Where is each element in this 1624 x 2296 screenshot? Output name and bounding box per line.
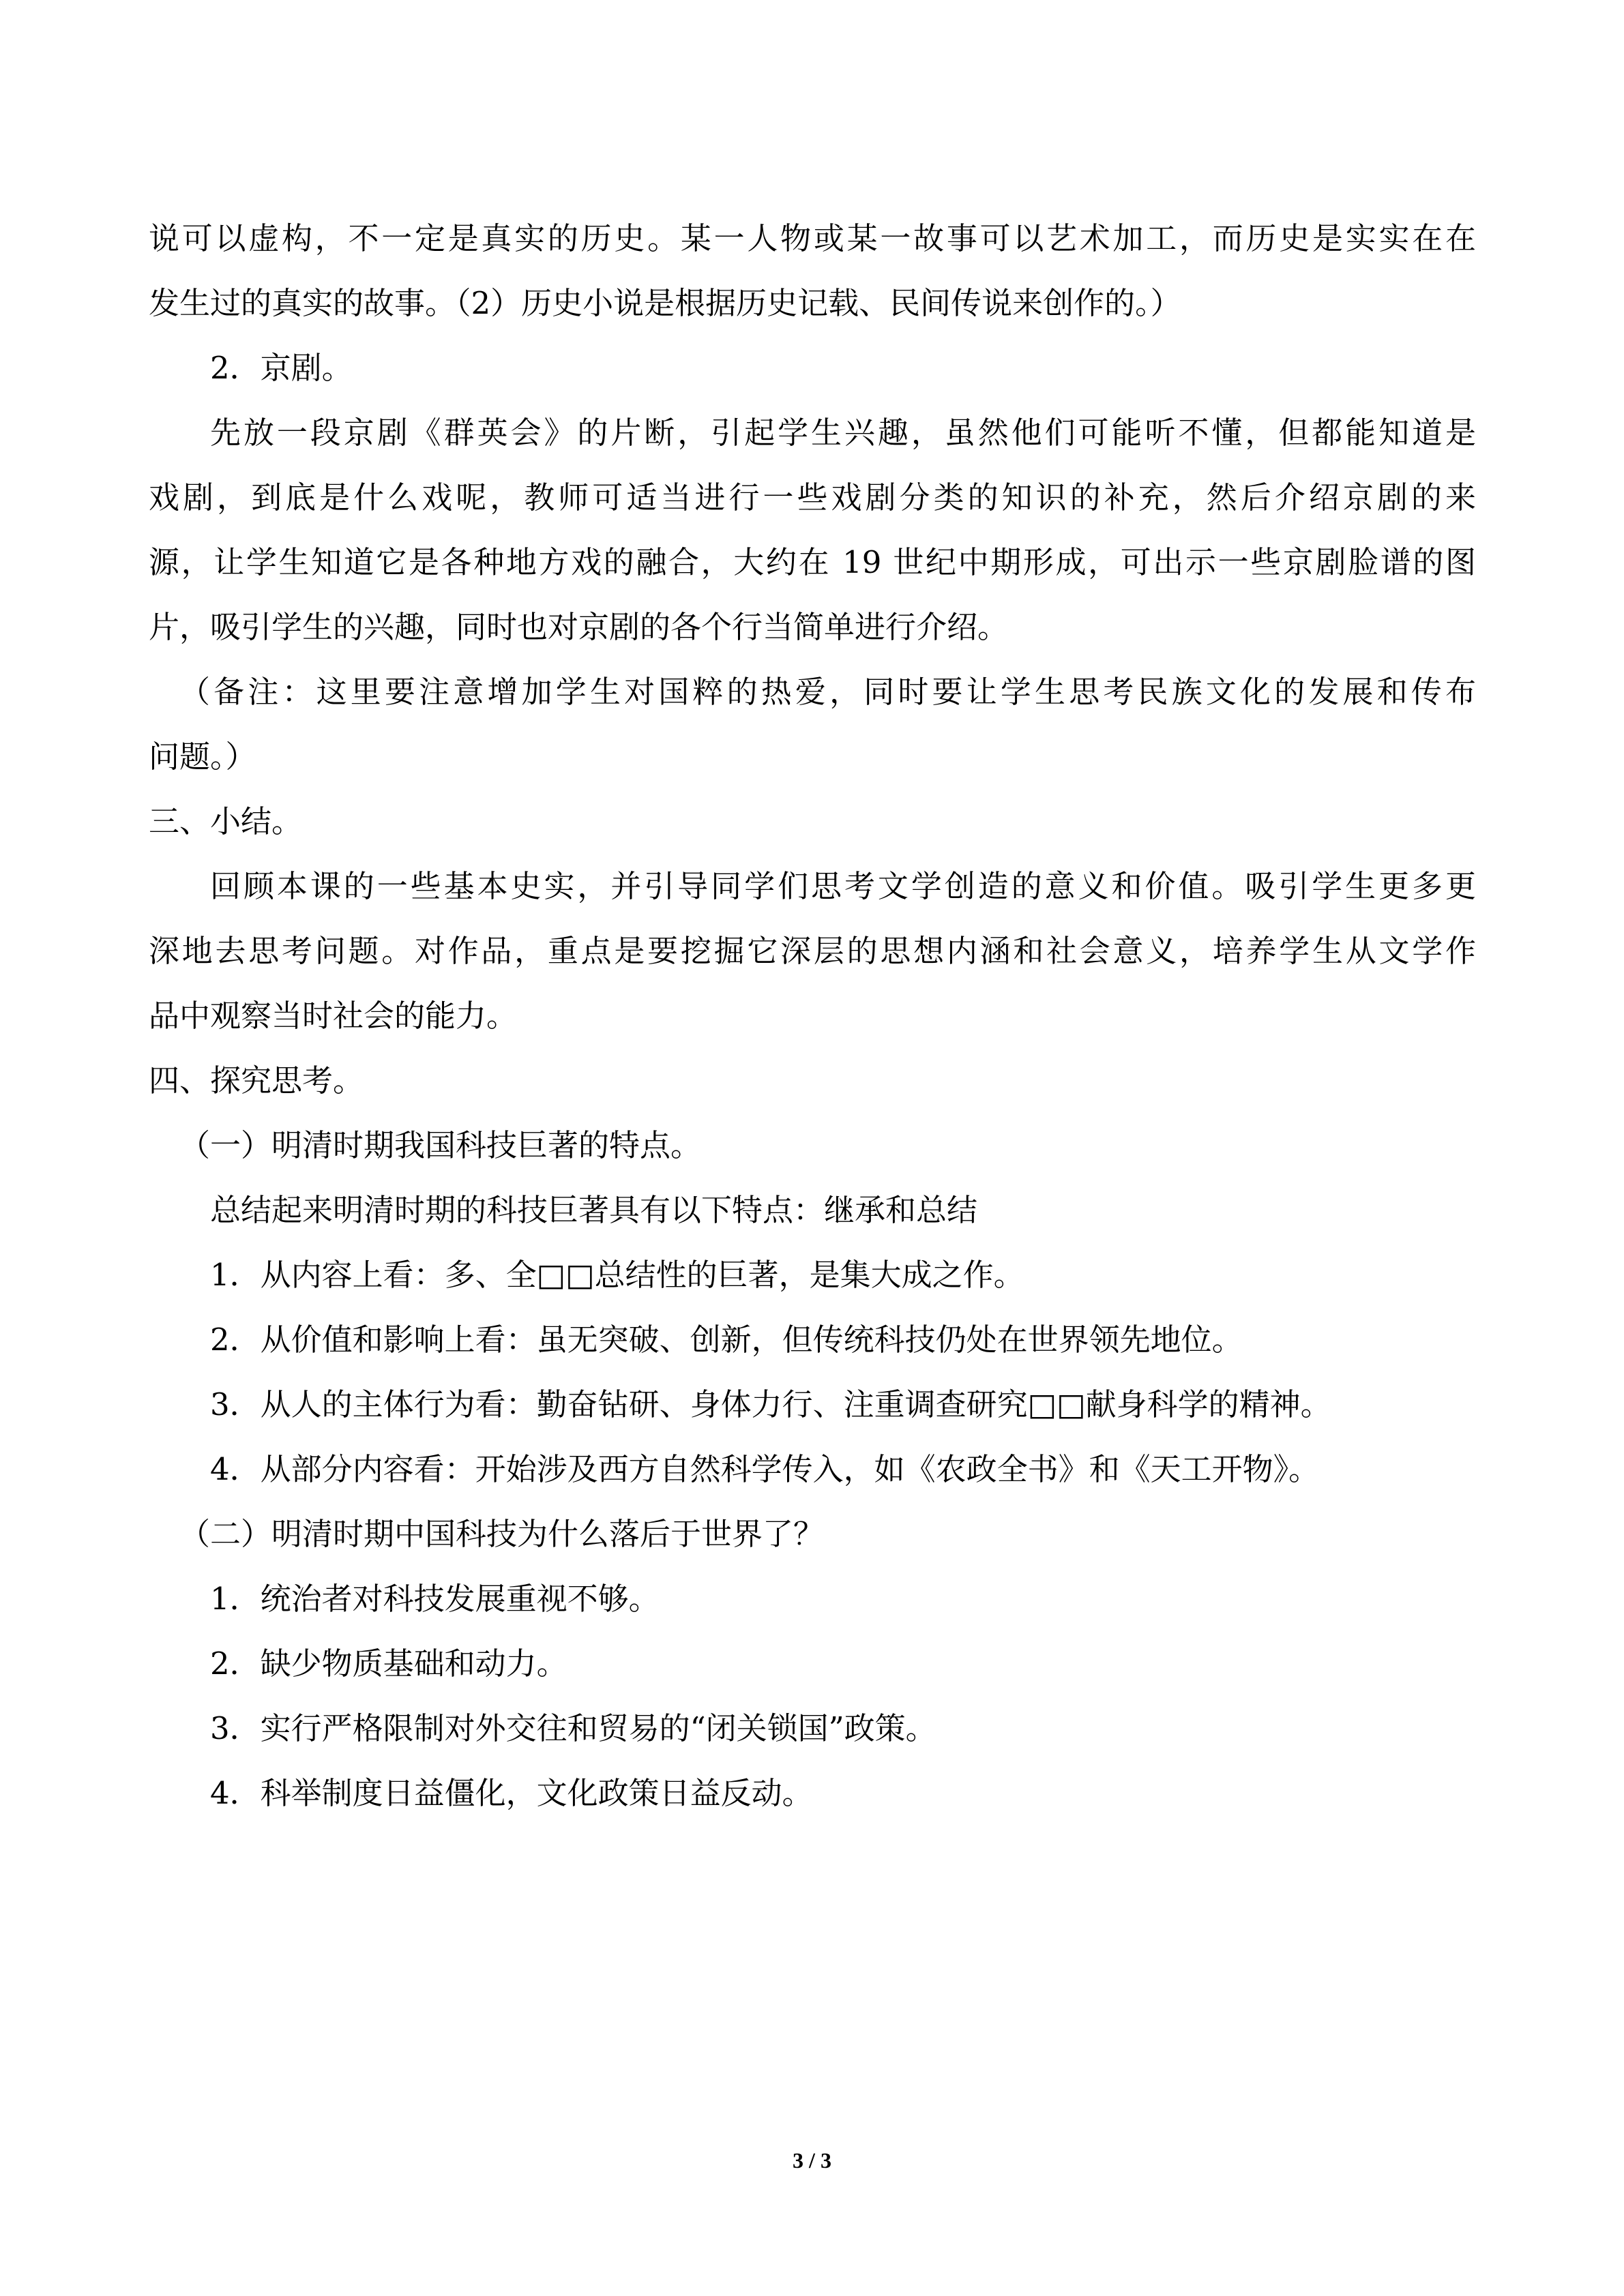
lagging-item-3: 3．实行严格限制对外交往和贸易的“闭关锁国”政策。 — [210, 1710, 936, 1746]
summary-line-2: 深地去思考问题。对作品，重点是要挖掘它深层的思想内涵和社会意义，培养学生从文学作 — [149, 933, 1476, 969]
paragraph-opera-line-1: 先放一段京剧《群英会》的片断，引起学生兴趣，虽然他们可能听不懂，但都能知道是 — [210, 415, 1476, 451]
features-item-4: 4．从部分内容看：开始涉及西方自然科学传入，如《农政全书》和《天工开物》。 — [210, 1451, 1320, 1487]
section-heading-inquiry: 四、探究思考。 — [149, 1062, 364, 1099]
lagging-item-4: 4．科举制度日益僵化，文化政策日益反动。 — [210, 1775, 813, 1811]
lagging-item-2: 2．缺少物质基础和动力。 — [210, 1645, 567, 1682]
paragraph-line-continuation: 说可以虚构，不一定是真实的历史。某一人物或某一故事可以艺术加工，而历史是实实在在 — [149, 220, 1476, 256]
paragraph-opera-line-4: 片，吸引学生的兴趣，同时也对京剧的各个行当简单进行介绍。 — [149, 609, 1009, 645]
page-number: 3 / 3 — [793, 2148, 831, 2173]
summary-line-3: 品中观察当时社会的能力。 — [149, 998, 518, 1034]
note-line-1: （备注：这里要注意增加学生对国粹的热爱，同时要让学生思考民族文化的发展和传布 — [179, 674, 1476, 710]
paragraph-line-continuation-end: 发生过的真实的故事。（2）历史小说是根据历史记载、民间传说来创作的。） — [149, 285, 1181, 321]
paragraph-opera-line-2: 戏剧，到底是什么戏呢，教师可适当进行一些戏剧分类的知识的补充，然后介绍京剧的来 — [149, 479, 1476, 516]
summary-line-1: 回顾本课的一些基本史实，并引导同学们思考文学创造的意义和价值。吸引学生更多更 — [210, 868, 1476, 904]
features-item-1: 1．从内容上看：多、全□□总结性的巨著，是集大成之作。 — [210, 1257, 1024, 1293]
document-body — [149, 206, 1476, 1825]
paragraph-opera-line-3: 源，让学生知道它是各种地方戏的融合，大约在 19 世纪中期形成，可出示一些京剧脸谱的图 — [149, 544, 1476, 580]
section-heading-summary: 三、小结。 — [149, 803, 303, 839]
features-item-2: 2．从价值和影响上看：虽无突破、创新，但传统科技仍处在世界领先地位。 — [210, 1322, 1243, 1358]
subheading-features: （一）明清时期我国科技巨著的特点。 — [179, 1127, 702, 1163]
features-intro: 总结起来明清时期的科技巨著具有以下特点：继承和总结 — [210, 1192, 978, 1228]
subheading-lagging: （二）明清时期中国科技为什么落后于世界了？ — [179, 1516, 825, 1552]
lagging-item-1: 1．统治者对科技发展重视不够。 — [210, 1581, 660, 1617]
features-item-3: 3．从人的主体行为看：勤奋钻研、身体力行、注重调查研究□□献身科学的精神。 — [210, 1386, 1331, 1422]
subheading-peking-opera: 2．京剧。 — [210, 350, 353, 386]
note-line-2: 问题。） — [149, 739, 256, 775]
